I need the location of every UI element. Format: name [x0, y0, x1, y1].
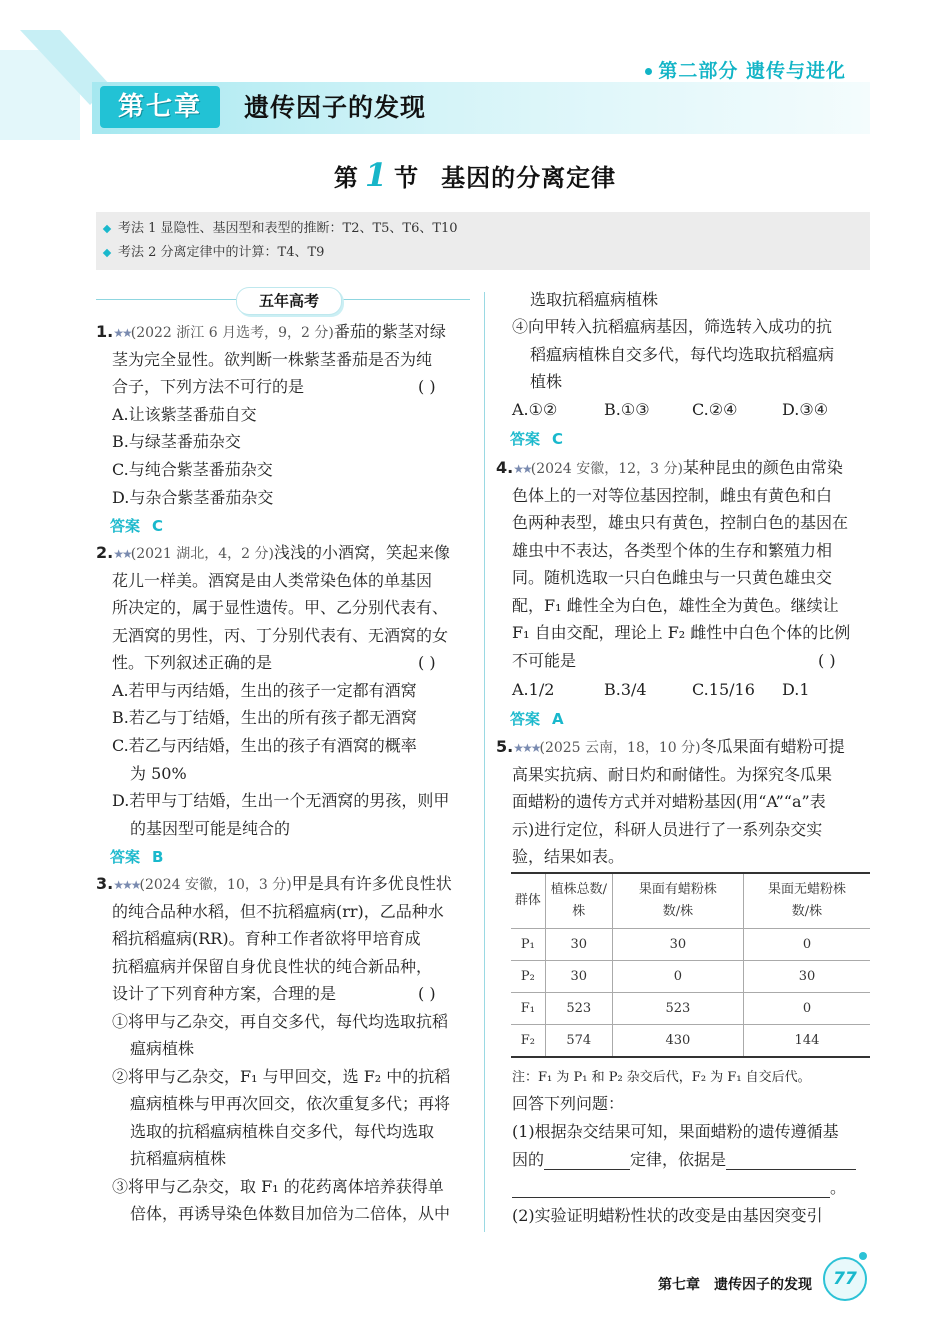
- q3-item: ③将甲与乙杂交，取 F₁ 的花药离体培养获得单: [112, 1177, 444, 1196]
- section-title: 第 1 节 基因的分离定律: [333, 156, 617, 194]
- table-header-row: [511, 873, 870, 929]
- q3-item: 稻瘟病植株自交多代，每代均选取抗稻瘟病: [530, 345, 835, 364]
- q4-line: 不可能是: [512, 651, 577, 670]
- q3-item: 植株: [530, 372, 563, 391]
- q3-item: ①将甲与乙杂交，再自交多代，每代均选取抗稻: [112, 1012, 449, 1031]
- part-label: 第二部分 遗传与进化: [645, 56, 846, 83]
- q2-option: A.若甲与丙结婚，生出的孩子一定都有酒窝: [112, 681, 417, 700]
- q2-option: B.若乙与丁结婚，生出的所有孩子都无酒窝: [112, 708, 417, 727]
- q2-answer: 答案 B: [110, 848, 164, 866]
- q3-item: 抗稻瘟病植株: [130, 1149, 227, 1168]
- q3-line: 抗稻瘟病并保留自身优良性状的纯合新品种，: [112, 957, 433, 976]
- q3-line: 的纯合品种水稻，但不抗稻瘟病(rr)，乙品种水: [112, 902, 444, 921]
- q3-item: 倍体，再诱导染色体数目加倍为二倍体，从中: [130, 1204, 451, 1223]
- fill-blank[interactable]: [726, 1169, 856, 1170]
- divider-line: [96, 299, 236, 300]
- table-cell: 523: [545, 993, 612, 1025]
- q1-option: D.与杂合紫茎番茄杂交: [112, 488, 274, 507]
- q2-line: 2.★★(2021 湖北，4，2 分)浅浅的小酒窝，笑起来像: [96, 543, 451, 562]
- q3-line: 3.★★★(2024 安徽，10，3 分)甲是具有许多优良性状: [96, 874, 452, 893]
- q3-line: 稻抗稻瘟病(RR)。育种工作者欲将甲培育成: [112, 929, 421, 948]
- answer-blank: ( ): [418, 984, 436, 1003]
- kaofa-box: [96, 212, 870, 270]
- table-cell: 523: [612, 993, 743, 1025]
- q4-option: B.3/4: [604, 680, 647, 699]
- q3-item: 选取抗稻瘟病植株: [530, 290, 659, 309]
- q5-line: 5.★★★(2025 云南，18，10 分)冬瓜果面有蜡粉可提: [496, 737, 845, 756]
- kaofa-item: 考法 2 分离定律中的计算：T4、T9: [104, 244, 324, 262]
- table-row: [511, 993, 870, 1025]
- table-cell: 0: [743, 929, 870, 961]
- answer-blank: ( ): [418, 653, 436, 672]
- q5-line: 验，结果如表。: [512, 847, 625, 866]
- q2-option: 为 50%: [130, 764, 187, 783]
- table-cell: 0: [612, 961, 743, 993]
- q4-option: D.1: [782, 680, 810, 699]
- q2-line: 性。下列叙述正确的是: [112, 653, 273, 672]
- q1-option: C.与纯合紫茎番茄杂交: [112, 460, 273, 479]
- table-row: [511, 929, 870, 961]
- q1-answer: 答案 C: [110, 517, 164, 535]
- table-cell: 30: [612, 929, 743, 961]
- q5-sub1: 因的 定律，依据是: [512, 1150, 856, 1170]
- q4-option: A.1/2: [512, 680, 555, 699]
- q3-option: D.③④: [782, 400, 829, 419]
- table-cell: F₂: [511, 1025, 545, 1058]
- q4-line: 色体上的一对等位基因控制，雌虫有黄色和白: [512, 486, 833, 505]
- q3-item: 瘟病植株: [130, 1039, 195, 1058]
- chapter-title: 遗传因子的发现: [244, 93, 427, 122]
- q1-option: B.与绿茎番茄杂交: [112, 432, 241, 451]
- table-cell: F₁: [511, 993, 545, 1025]
- q2-option: 的基因型可能是纯合的: [130, 819, 291, 838]
- table-row: [511, 961, 870, 993]
- q5-line: 面蜡粉的遗传方式并对蜡粉基因(用“A”“a”表: [512, 792, 826, 811]
- q1-line: 合子，下列方法不可行的是: [112, 377, 305, 396]
- answer-blank: ( ): [418, 377, 436, 396]
- table-row: [511, 1025, 870, 1058]
- kaofa-item: 考法 1 显隐性、基因型和表型的推断：T2、T5、T6、T10: [104, 220, 458, 238]
- q4-line: 配，F₁ 雌性全为白色，雄性全为黄色。继续让: [512, 596, 839, 615]
- table-cell: 574: [545, 1025, 612, 1058]
- q1-line: 1.★★(2022 浙江 6 月选考，9，2 分)番茄的紫茎对绿: [96, 322, 446, 341]
- table-cell: P₂: [511, 961, 545, 993]
- q1-option: A.让该紫茎番茄自交: [112, 405, 257, 424]
- table-note: 注：F₁ 为 P₁ 和 P₂ 杂交后代，F₂ 为 F₁ 自交后代。: [512, 1070, 811, 1085]
- q2-line: 所决定的，属于显性遗传。甲、乙分别代表有、: [112, 598, 449, 617]
- q3-item: ②将甲与乙杂交，F₁ 与甲回交，选 F₂ 中的抗稻: [112, 1067, 451, 1086]
- q2-line: 无酒窝的男性，丙、丁分别代表有、无酒窝的女: [112, 626, 449, 645]
- table-cell: 144: [743, 1025, 870, 1058]
- column-divider: [484, 292, 485, 1232]
- q3-option: B.①③: [604, 400, 650, 419]
- table-cell: 30: [545, 929, 612, 961]
- table-cell: 0: [743, 993, 870, 1025]
- table-header: 果面无蜡粉株数/株: [743, 873, 870, 929]
- answer-blank: ( ): [818, 651, 836, 670]
- q5-prompt: 回答下列问题：: [512, 1094, 625, 1113]
- table-cell: P₁: [511, 929, 545, 961]
- q3-item: 选取的抗稻瘟病植株自交多代，每代均选取: [130, 1122, 435, 1141]
- q3-option: A.①②: [512, 400, 558, 419]
- q4-line: 色两种表型，雄虫只有黄色，控制白色的基因在: [512, 513, 849, 532]
- divider-line: [340, 299, 470, 300]
- q4-option: C.15/16: [692, 680, 755, 699]
- q4-line: 同。随机选取一只白色雌虫与一只黄色雄虫交: [512, 568, 833, 587]
- q3-answer: 答案 C: [510, 430, 564, 448]
- page-dot: [859, 1252, 867, 1260]
- q3-item: 瘟病植株与甲再次回交，依次重复多代；再将: [130, 1094, 451, 1113]
- q3-option: C.②④: [692, 400, 738, 419]
- q3-line: 设计了下列育种方案，合理的是: [112, 984, 337, 1003]
- q5-sub1: 。: [512, 1178, 846, 1198]
- fill-blank[interactable]: [544, 1169, 630, 1170]
- table-cell: 30: [545, 961, 612, 993]
- page-number: 77: [823, 1257, 867, 1301]
- table-cell: 430: [612, 1025, 743, 1058]
- q1-line: 茎为完全显性。欲判断一株紫茎番茄是否为纯: [112, 350, 433, 369]
- q2-option: D.若甲与丁结婚，生出一个无酒窝的男孩，则甲: [112, 791, 450, 810]
- q4-line: 雄虫中不表达，各类型个体的生存和繁殖力相: [512, 541, 833, 560]
- results-table: [511, 872, 870, 1058]
- q4-answer: 答案 A: [510, 710, 564, 728]
- q5-line: 示)进行定位，科研人员进行了一系列杂交实: [512, 820, 823, 839]
- q2-option: C.若乙与丙结婚，生出的孩子有酒窝的概率: [112, 736, 417, 755]
- q4-line: 4.★★(2024 安徽，12，3 分)某种昆虫的颜色由常染: [496, 458, 843, 477]
- q2-line: 花儿一样美。酒窝是由人类常染色体的单基因: [112, 571, 433, 590]
- table-header: 果面有蜡粉株数/株: [612, 873, 743, 929]
- table-header: 群体: [511, 873, 545, 929]
- fill-blank[interactable]: [512, 1197, 830, 1198]
- q5-sub2: (2)实验证明蜡粉性状的改变是由基因突变引: [512, 1206, 823, 1225]
- q4-line: F₁ 自由交配，理论上 F₂ 雌性中白色个体的比例: [512, 623, 851, 642]
- footer-chapter: 第七章 遗传因子的发现: [658, 1277, 812, 1293]
- section-label: 五年高考: [236, 287, 342, 315]
- table-cell: 30: [743, 961, 870, 993]
- q3-item: ④向甲转入抗稻瘟病基因，筛选转入成功的抗: [512, 317, 833, 336]
- q5-sub1: (1)根据杂交结果可知，果面蜡粉的遗传遵循基: [512, 1122, 839, 1141]
- chapter-badge: 第七章: [100, 86, 220, 128]
- q5-line: 高果实抗病、耐日灼和耐储性。为探究冬瓜果: [512, 765, 833, 784]
- table-header: 植株总数/株: [545, 873, 612, 929]
